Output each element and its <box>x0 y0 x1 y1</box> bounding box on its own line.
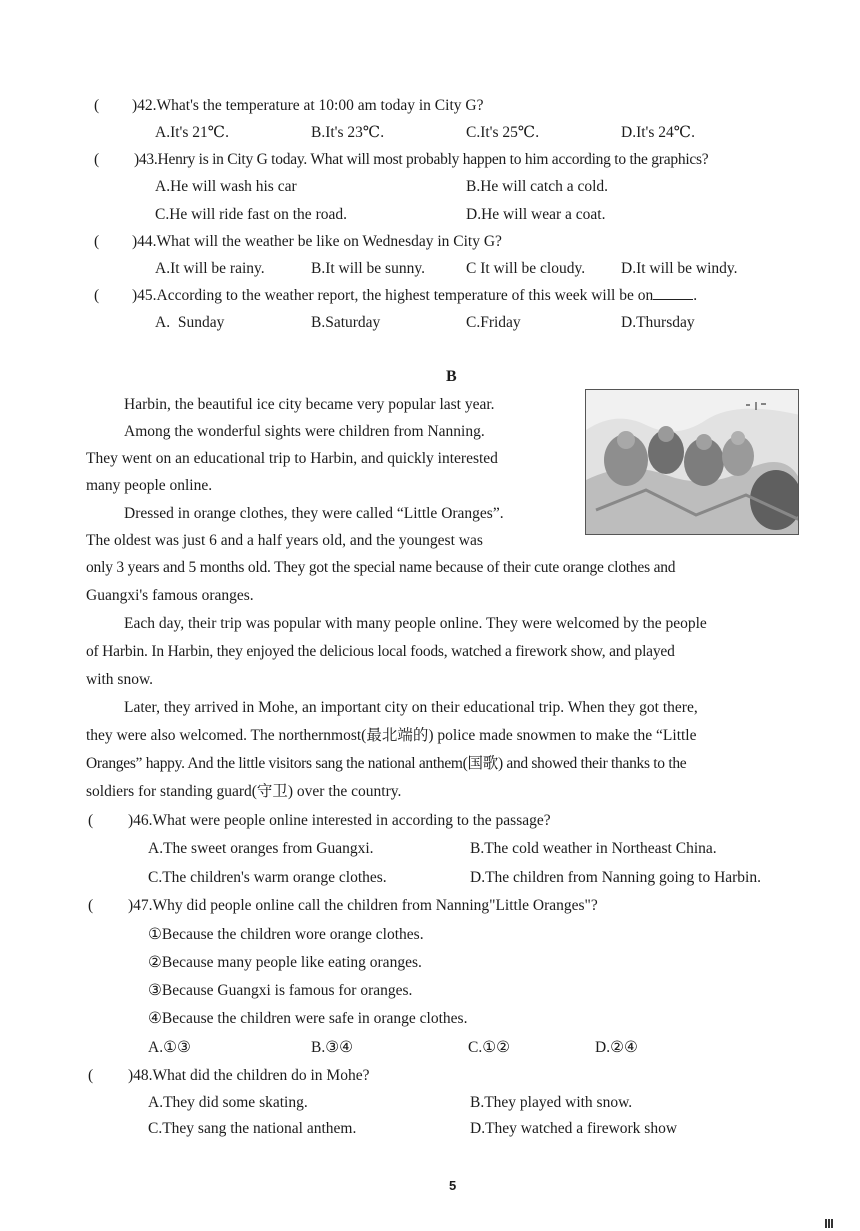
option-c: C.Friday <box>466 314 521 331</box>
option-d: D.②④ <box>595 1039 638 1056</box>
option-a: A.He will wash his car <box>155 178 297 195</box>
section-heading: B <box>446 368 457 385</box>
question-text-main: )45.According to the weather report, the highest temperature of this week will be on <box>132 287 654 304</box>
passage-line: Oranges” happy. And the little visitors sang the national anthem(国歌) and showed their thanks to the <box>86 755 687 772</box>
answer-paren: ( <box>94 151 100 168</box>
option-b: B.He will catch a cold. <box>466 178 609 195</box>
passage-line: They went on an educational trip to Harbin, and quickly interested <box>86 450 498 467</box>
option-a: A. Sunday <box>155 314 225 331</box>
option-c: C.They sang the national anthem. <box>148 1120 357 1137</box>
question-text: )47.Why did people online call the children from Nanning"Little Oranges"? <box>128 897 598 914</box>
option-d: D.It's 24℃. <box>621 124 695 141</box>
passage-line: Later, they arrived in Mohe, an important city on their educational trip. When they got there, <box>124 699 698 716</box>
option-c: C.It's 25℃. <box>466 124 540 141</box>
passage-line: many people online. <box>86 477 213 494</box>
statement-2: ②Because many people like eating oranges. <box>148 954 422 971</box>
option-c: C.He will ride fast on the road. <box>155 206 347 223</box>
question-text: )46.What were people online interested in according to the passage? <box>128 812 551 829</box>
option-a: A.①③ <box>148 1039 191 1056</box>
option-a: A.It's 21℃. <box>155 124 229 141</box>
question-text <box>132 286 697 306</box>
passage-line: Each day, their trip was popular with many people online. They were welcomed by the people <box>124 615 707 632</box>
passage-line: of Harbin. In Harbin, they enjoyed the delicious local foods, watched a firework show, and played <box>86 643 675 660</box>
question-text-end: . <box>693 287 698 304</box>
passage-line: only 3 years and 5 months old. They got the special name because of their cute orange clothes and <box>86 559 676 576</box>
option-b: B.They played with snow. <box>470 1094 633 1111</box>
question-text: )48.What did the children do in Mohe? <box>128 1067 370 1084</box>
option-c: C.The children's warm orange clothes. <box>148 869 387 886</box>
passage-line: soldiers for standing guard(守卫) over the country. <box>86 783 402 800</box>
children-photo <box>585 389 799 535</box>
passage-line: Dressed in orange clothes, they were called “Little Oranges”. <box>124 505 504 522</box>
option-d: D.The children from Nanning going to Harbin. <box>470 869 761 886</box>
answer-paren: ( <box>94 97 100 114</box>
option-a: A.The sweet oranges from Guangxi. <box>148 840 374 857</box>
option-d: D.Thursday <box>621 314 695 331</box>
qr-code-icon <box>825 1219 834 1228</box>
option-c: C.①② <box>468 1039 511 1056</box>
option-b: B.③④ <box>311 1039 354 1056</box>
passage-line: they were also welcomed. The northernmost(最北端的) police made snowmen to make the “Little <box>86 727 697 744</box>
question-text: )42.What's the temperature at 10:00 am today in City G? <box>132 97 484 114</box>
answer-paren: ( <box>88 897 94 914</box>
answer-blank[interactable] <box>653 286 693 300</box>
question-text: )44.What will the weather be like on Wednesday in City G? <box>132 233 502 250</box>
question-text: )43.Henry is in City G today. What will most probably happen to him according to the graphics? <box>134 151 709 168</box>
passage-line: Guangxi's famous oranges. <box>86 587 254 604</box>
option-b: B.It will be sunny. <box>311 260 425 277</box>
answer-paren: ( <box>94 233 100 250</box>
photo-illustration <box>586 390 799 535</box>
option-d: D.They watched a firework show <box>470 1120 678 1137</box>
option-d: D.It will be windy. <box>621 260 738 277</box>
passage-line: Harbin, the beautiful ice city became very popular last year. <box>124 396 495 413</box>
option-b: B.The cold weather in Northeast China. <box>470 840 717 857</box>
option-b: B.It's 23℃. <box>311 124 385 141</box>
passage-line: Among the wonderful sights were children from Nanning. <box>124 423 485 440</box>
option-d: D.He will wear a coat. <box>466 206 606 223</box>
answer-paren: ( <box>88 1067 94 1084</box>
passage-line: The oldest was just 6 and a half years old, and the youngest was <box>86 532 483 549</box>
answer-paren: ( <box>88 812 94 829</box>
passage-line: with snow. <box>86 671 154 688</box>
page-number: 5 <box>449 1178 457 1193</box>
answer-paren: ( <box>94 287 100 304</box>
option-c: C It will be cloudy. <box>466 260 586 277</box>
statement-4: ④Because the children were safe in orange clothes. <box>148 1010 468 1027</box>
option-a: A.It will be rainy. <box>155 260 265 277</box>
option-a: A.They did some skating. <box>148 1094 308 1111</box>
statement-3: ③Because Guangxi is famous for oranges. <box>148 982 413 999</box>
statement-1: ①Because the children wore orange clothes. <box>148 926 424 943</box>
option-b: B.Saturday <box>311 314 381 331</box>
